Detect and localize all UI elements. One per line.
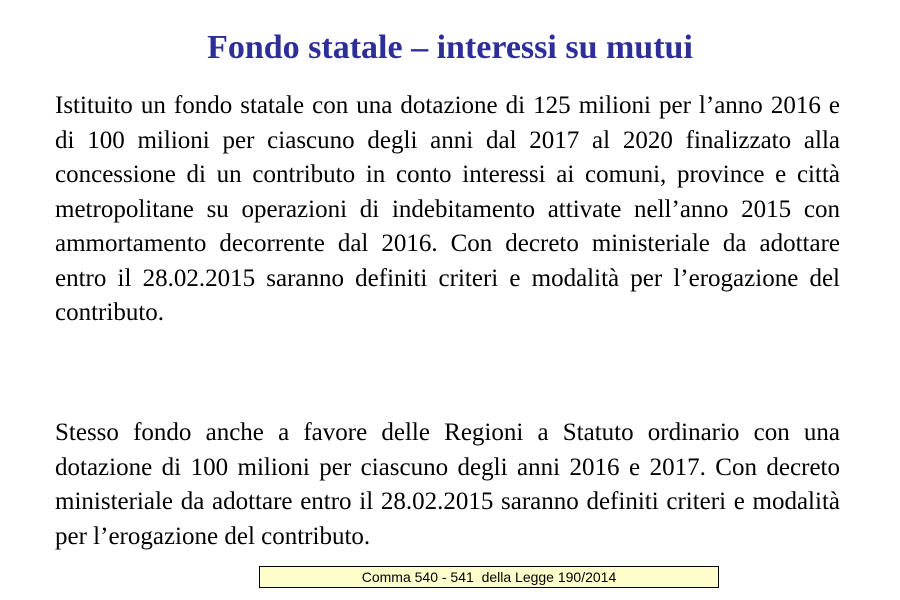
legal-reference-footnote: Comma 540 - 541 della Legge 190/2014 (259, 566, 719, 588)
body-paragraph-fondo-regioni: Stesso fondo anche a favore delle Regioni a Statuto ordinario con una dotazione di 100 milioni per ciascuno degli anni 2016 e 2017. Con decreto ministeriale da adottare entro il 28.02.2015 saranno definiti criteri e modalità per l’erogazione del contributo. (55, 419, 840, 550)
slide-title: Fondo statale – interessi su mutui (207, 29, 693, 66)
body-paragraph-fondo-enti-locali: Istituito un fondo statale con una dotazione di 125 milioni per l’anno 2016 e di 100 milioni per ciascuno degli anni dal 2017 al 2020 finalizzato alla concessione di un contributo in conto interessi ai comuni, province e città metropolitane su operazioni di indebitamento attivate nell’anno 2015 con ammortamento decorrente dal 2016. Con decreto ministeriale da adottare entro il 28.02.2015 saranno definiti criteri e modalità per l’erogazione del contributo. (55, 92, 840, 326)
